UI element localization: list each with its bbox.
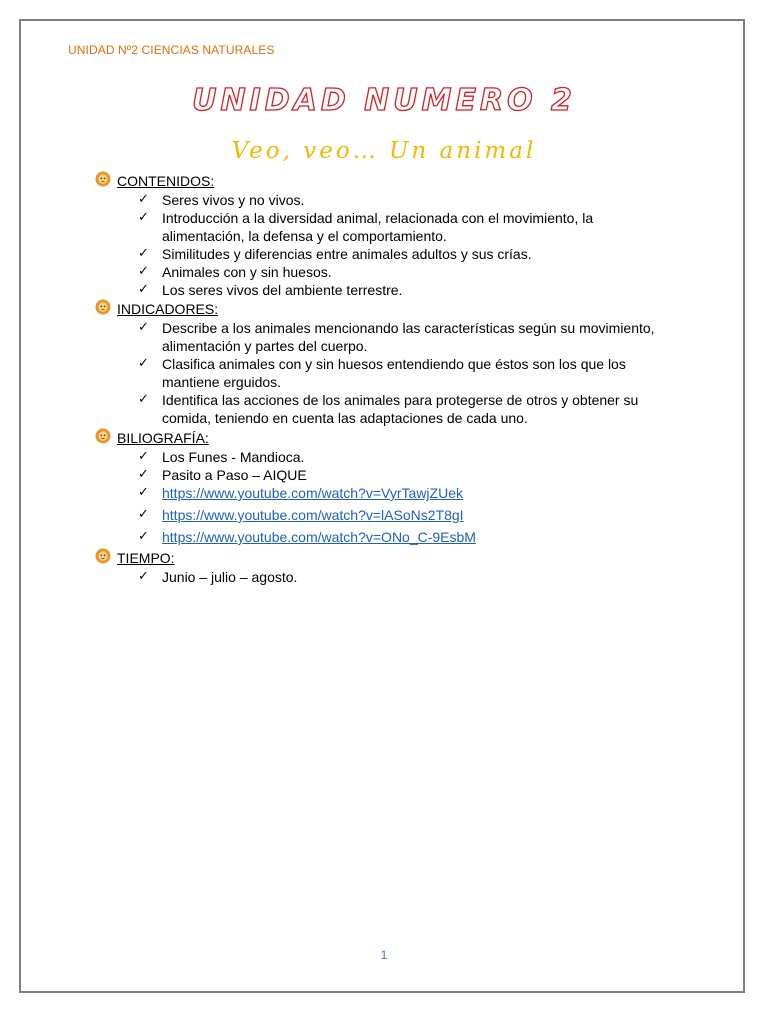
section-indicadores bbox=[95, 299, 672, 427]
checkmark-icon: ✓ bbox=[138, 246, 149, 261]
section-bibliografia bbox=[95, 428, 672, 550]
lion-icon bbox=[95, 171, 111, 187]
list-item: ✓ Los seres vivos del ambiente terrestre. bbox=[138, 282, 403, 298]
section-contenidos bbox=[95, 171, 672, 299]
section-title: INDICADORES: bbox=[117, 301, 219, 317]
checkmark-icon: ✓ bbox=[138, 210, 149, 225]
bibliografia-list bbox=[95, 448, 672, 546]
page-title: UNIDAD NUMERO 2 bbox=[192, 83, 576, 118]
youtube-link-2[interactable]: https://www.youtube.com/watch?v=lASoNs2T8gI bbox=[162, 507, 464, 523]
section-title: TIEMPO: bbox=[117, 550, 175, 566]
indicadores-list bbox=[95, 319, 672, 427]
list-item: ✓ Describe a los animales mencionando las características según su movimiento, alimentación y partes del cuerpo. bbox=[138, 320, 655, 354]
list-item: ✓ Similitudes y diferencias entre animales adultos y sus crías. bbox=[138, 246, 532, 262]
checkmark-icon: ✓ bbox=[138, 320, 149, 335]
list-item bbox=[138, 528, 672, 546]
list-item: ✓ Introducción a la diversidad animal, relacionada con el movimiento, la alimentación, la defensa y el comportamiento. bbox=[138, 210, 594, 244]
tiempo-list bbox=[95, 568, 672, 586]
checkmark-icon: ✓ bbox=[138, 192, 149, 207]
lion-icon bbox=[95, 548, 111, 564]
list-item: ✓ Los Funes - Mandioca. bbox=[138, 449, 305, 465]
checkmark-icon: ✓ bbox=[138, 392, 149, 407]
youtube-link-1[interactable]: https://www.youtube.com/watch?v=VyrTawjZUek bbox=[162, 485, 463, 501]
page-subtitle: Veo, veo… Un animal bbox=[231, 138, 537, 164]
checkmark-icon: ✓ bbox=[138, 282, 149, 297]
list-item: ✓ Pasito a Paso – AIQUE bbox=[138, 467, 307, 483]
list-item: ✓ Seres vivos y no vivos. bbox=[138, 192, 305, 208]
checkmark-icon: ✓ bbox=[138, 356, 149, 371]
lion-icon bbox=[95, 299, 111, 315]
section-heading bbox=[95, 428, 672, 448]
section-tiempo bbox=[95, 548, 672, 586]
list-item: ✓ Identifica las acciones de los animales para protegerse de otros y obtener su comida, teniendo en cuenta las adaptaciones de cada uno. bbox=[138, 392, 639, 426]
checkmark-icon: ✓ bbox=[138, 569, 149, 584]
contenidos-list bbox=[95, 191, 672, 299]
section-title: BILIOGRAFÍA: bbox=[117, 430, 209, 446]
section-heading bbox=[95, 299, 672, 319]
lion-icon bbox=[95, 428, 111, 444]
section-title: CONTENIDOS: bbox=[117, 173, 215, 189]
section-heading bbox=[95, 171, 672, 191]
checkmark-icon: ✓ bbox=[138, 264, 149, 279]
page-number: 1 bbox=[380, 948, 388, 962]
document-header: UNIDAD Nº2 CIENCIAS NATURALES bbox=[68, 43, 275, 57]
list-item: ✓ Junio – julio – agosto. bbox=[138, 569, 298, 585]
list-item: ✓ Clasifica animales con y sin huesos entendiendo que éstos son los que los mantiene erguidos. bbox=[138, 356, 626, 390]
checkmark-icon: ✓ bbox=[138, 507, 149, 522]
list-item: ✓ Animales con y sin huesos. bbox=[138, 264, 332, 280]
checkmark-icon: ✓ bbox=[138, 485, 149, 500]
youtube-link-3[interactable]: https://www.youtube.com/watch?v=ONo_C-9EsbM bbox=[162, 529, 476, 545]
checkmark-icon: ✓ bbox=[138, 449, 149, 464]
checkmark-icon: ✓ bbox=[138, 467, 149, 482]
section-heading bbox=[95, 548, 672, 568]
list-item bbox=[138, 506, 672, 524]
list-item bbox=[138, 484, 672, 502]
checkmark-icon: ✓ bbox=[138, 529, 149, 544]
